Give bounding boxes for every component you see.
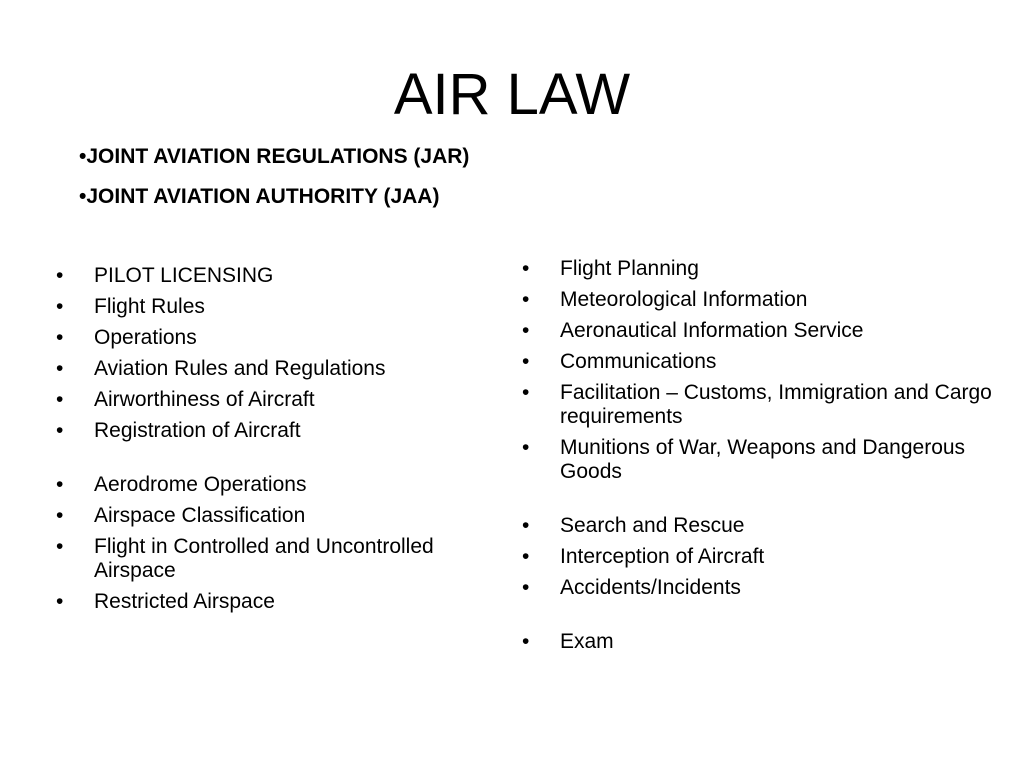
list-item-label: Facilitation – Customs, Immigration and Cargo requirements [560,381,992,428]
list-item [522,576,992,600]
list-item [522,545,992,569]
list-item-label: Exam [560,630,614,653]
subheading-jaa: •JOINT AVIATION AUTHORITY (JAA) [79,185,440,208]
bullet-glyph: • [56,326,64,349]
list-item-label: Accidents/Incidents [560,576,741,599]
bullet-glyph: • [56,295,64,318]
list-item [56,264,486,288]
list-item-label: Airworthiness of Aircraft [94,388,315,411]
bullet-glyph: • [56,419,64,442]
list-item-label: Flight Rules [94,295,205,318]
list-item-label: PILOT LICENSING [94,264,274,287]
list-item [522,350,992,374]
list-item [56,473,486,497]
list-item [522,514,992,538]
bullet-glyph: • [56,388,64,411]
list-item-label: Search and Rescue [560,514,745,537]
list-item-label: Aviation Rules and Regulations [94,357,386,380]
bullet-glyph: • [522,576,530,599]
subheading-jar: •JOINT AVIATION REGULATIONS (JAR) [79,145,470,168]
list-item-label: Restricted Airspace [94,590,275,613]
list-item-label: Aeronautical Information Service [560,319,864,342]
list-item [522,257,992,281]
list-item [56,504,486,528]
list-item [56,535,486,583]
bullet-glyph: • [56,504,64,527]
bullet-glyph: • [56,590,64,613]
bullet-glyph: • [56,535,64,558]
bullet-glyph: • [522,436,530,459]
bullet-glyph: • [56,264,64,287]
list-item [56,388,486,412]
list-item [522,319,992,343]
list-item [522,630,992,654]
list-item-label: Flight Planning [560,257,699,280]
list-item-label: Munitions of War, Weapons and Dangerous Goods [560,436,966,483]
bullet-glyph: • [522,350,530,373]
left-topic-list [56,264,486,621]
bullet-glyph: • [522,319,530,342]
list-item [522,436,992,484]
list-item-label: Communications [560,350,717,373]
list-item [56,419,486,443]
list-item [522,288,992,312]
list-item-label: Airspace Classification [94,504,306,527]
list-item [522,381,992,429]
list-item-label: Aerodrome Operations [94,473,307,496]
list-item-label: Registration of Aircraft [94,419,301,442]
bullet-glyph: • [522,545,530,568]
list-item [56,326,486,350]
bullet-glyph: • [522,257,530,280]
list-item-label: Meteorological Information [560,288,808,311]
bullet-glyph: • [522,514,530,537]
list-item-label: Operations [94,326,197,349]
bullet-glyph: • [56,473,64,496]
bullet-glyph: • [522,288,530,311]
list-item-label: Interception of Aircraft [560,545,765,568]
list-item [56,590,486,614]
right-topic-list [522,257,992,661]
bullet-glyph: • [522,381,530,404]
list-item-label: Flight in Controlled and Uncontrolled Airspace [94,535,434,582]
subheading-list [79,144,469,224]
bullet-glyph: • [56,357,64,380]
slide-title: AIR LAW [393,62,631,127]
list-item [56,295,486,319]
list-item [56,357,486,381]
bullet-glyph: • [522,630,530,653]
